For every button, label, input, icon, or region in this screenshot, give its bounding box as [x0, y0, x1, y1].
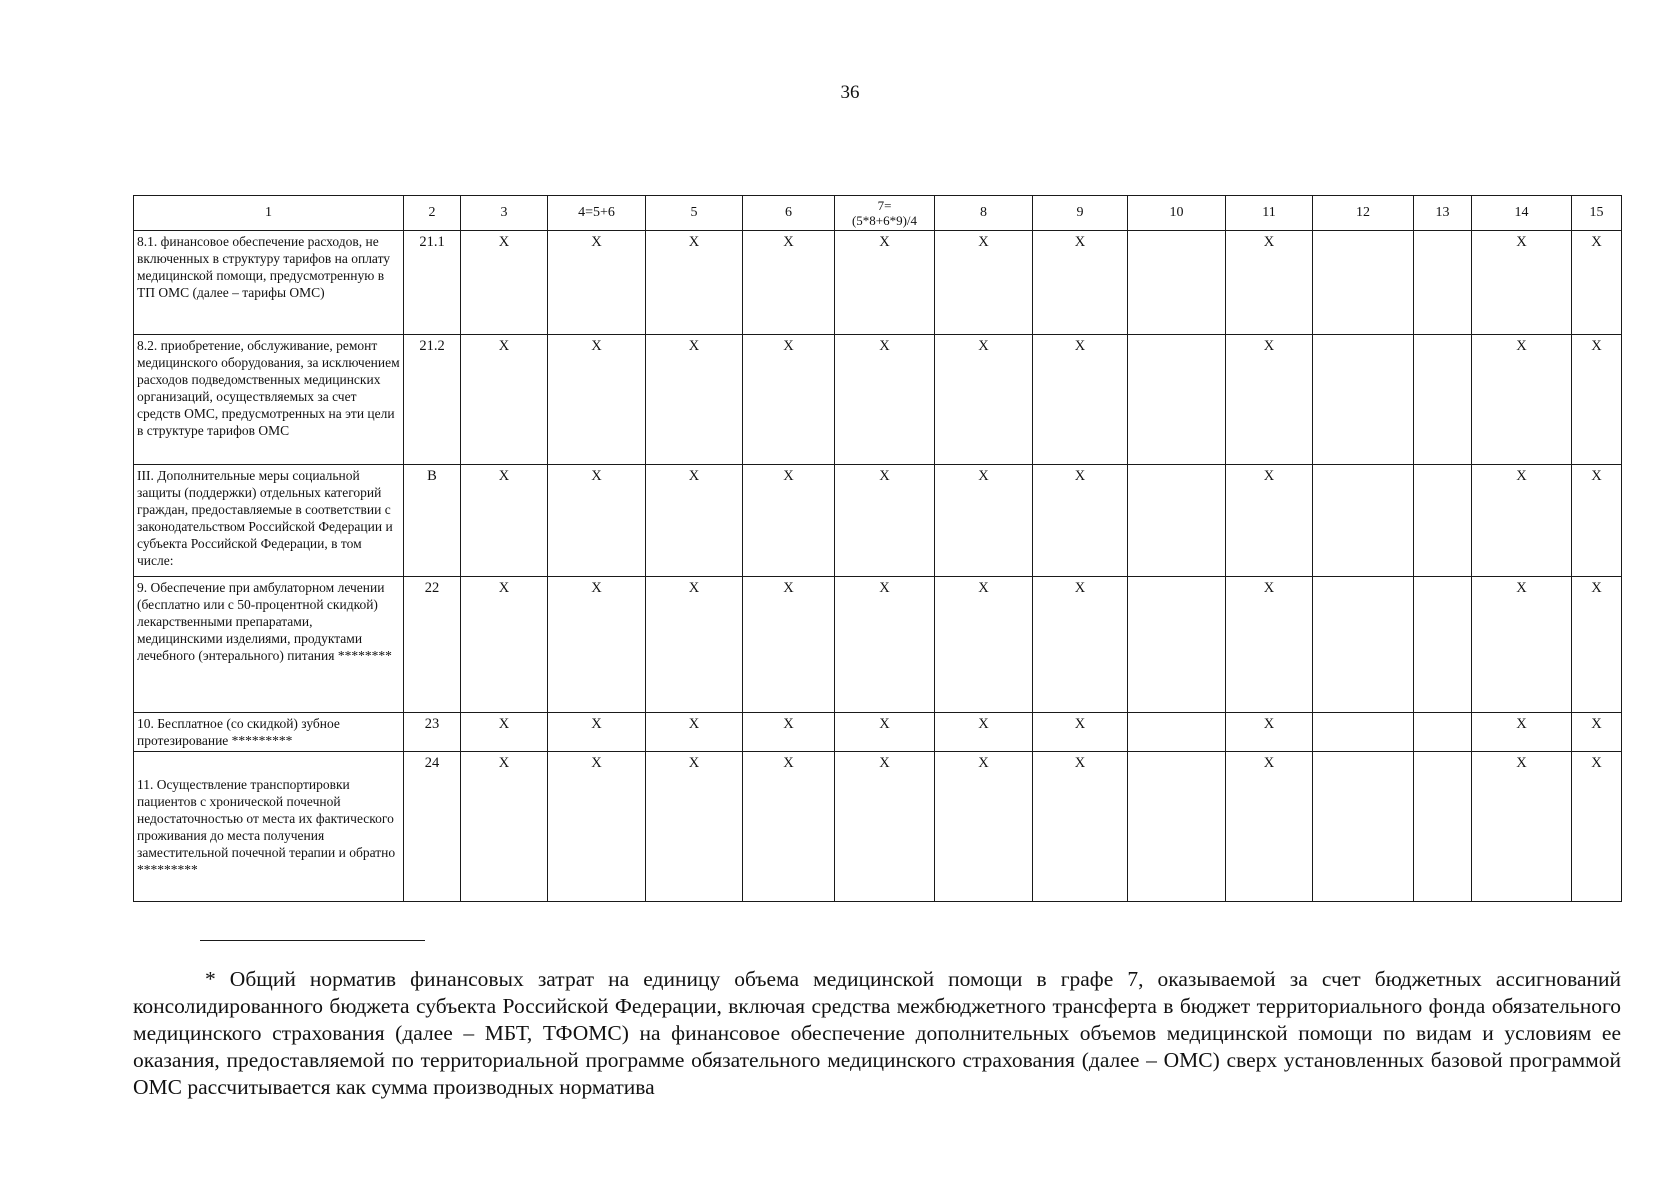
table-cell: X — [1472, 231, 1572, 335]
table-cell: X — [835, 577, 935, 713]
table-cell: X — [1572, 713, 1622, 752]
table-cell: X — [548, 465, 646, 577]
table-cell: X — [461, 752, 548, 902]
header-cell: 4=5+6 — [548, 196, 646, 231]
table-row — [134, 752, 1622, 902]
table-cell: X — [935, 335, 1033, 465]
table-cell: X — [1226, 465, 1313, 577]
table-cell: X — [1033, 752, 1128, 902]
table-cell: X — [743, 713, 835, 752]
table-cell: X — [461, 335, 548, 465]
row-label: 8.1. финансовое обеспечение расходов, не включенных в структуру тарифов на оплату медицинской помощи, предусмотренную в ТП ОМС (далее – тарифы ОМС) — [134, 231, 404, 335]
table-cell — [1414, 577, 1472, 713]
page-number: 36 — [840, 82, 860, 103]
header-cell: 14 — [1472, 196, 1572, 231]
header-cell: 13 — [1414, 196, 1472, 231]
table-cell — [1414, 713, 1472, 752]
table-cell — [1414, 752, 1472, 902]
table-cell: X — [646, 231, 743, 335]
table-cell: X — [935, 465, 1033, 577]
table-cell: X — [935, 713, 1033, 752]
table-cell: X — [935, 752, 1033, 902]
row-label: III. Дополнительные меры социальной защиты (поддержки) отдельных категорий граждан, предоставляемые в соответствии с законодательством Российской Федерации и субъекта Российской Федерации, в том числе: — [134, 465, 404, 577]
table-cell: X — [548, 752, 646, 902]
table-cell: X — [1472, 752, 1572, 902]
table-cell: X — [1033, 231, 1128, 335]
table-row — [134, 713, 1622, 752]
header-cell: 12 — [1313, 196, 1414, 231]
table-cell — [1128, 577, 1226, 713]
table-cell — [1313, 713, 1414, 752]
header-cell: 9 — [1033, 196, 1128, 231]
table-cell — [1414, 335, 1472, 465]
table-cell — [1414, 231, 1472, 335]
table-cell: X — [1033, 713, 1128, 752]
row-label: 8.2. приобретение, обслуживание, ремонт медицинского оборудования, за исключением расходов подведомственных медицинских организаций, осуществляемых за счет средств ОМС, предусмотренных на эти цели в структуре тарифов ОМС — [134, 335, 404, 465]
table-cell: X — [646, 577, 743, 713]
table-cell — [1313, 335, 1414, 465]
header-cell: 1 — [134, 196, 404, 231]
table-cell: X — [743, 465, 835, 577]
table-cell: X — [1572, 231, 1622, 335]
table-cell — [1313, 465, 1414, 577]
table-cell: 21.1 — [404, 231, 461, 335]
table-cell: X — [548, 577, 646, 713]
row-label: 10. Бесплатное (со скидкой) зубное протезирование ********* — [134, 713, 404, 752]
header-cell: 15 — [1572, 196, 1622, 231]
row-label: 9. Обеспечение при амбулаторном лечении (бесплатно или с 50-процентной скидкой) лекарственными препаратами, медицинскими изделиями, продуктами лечебного (энтерального) питания ******** — [134, 577, 404, 713]
header-cell: 11 — [1226, 196, 1313, 231]
table-cell: X — [743, 231, 835, 335]
table-cell: 22 — [404, 577, 461, 713]
table-cell: X — [1572, 577, 1622, 713]
table-cell: X — [646, 335, 743, 465]
table-cell: X — [1472, 465, 1572, 577]
table-cell: X — [1472, 335, 1572, 465]
table-cell — [1128, 465, 1226, 577]
table-cell: X — [461, 231, 548, 335]
table-cell: X — [646, 465, 743, 577]
table-cell: X — [1472, 713, 1572, 752]
header-cell: 3 — [461, 196, 548, 231]
table-row — [134, 577, 1622, 713]
data-table — [133, 195, 1622, 902]
header-cell: 8 — [935, 196, 1033, 231]
table-cell: X — [461, 713, 548, 752]
table-cell: В — [404, 465, 461, 577]
table-cell: 24 — [404, 752, 461, 902]
footnote-text: * Общий норматив финансовых затрат на единицу объема медицинской помощи в графе 7, оказываемой за счет бюджетных ассигнований консолидированного бюджета субъекта Российской Федерации, включая средства межбюджетного трансферта в бюджет территориального фонда обязательного медицинского страхования (далее – МБТ, ТФОМС) на финансовое обеспечение дополнительных объемов медицинской помощи по видам и условиям ее оказания, предоставляемой по территориальной программе обязательного медицинского страхования (далее – ОМС) сверх установленных базовой программой ОМС рассчитывается как сумма производных норматива — [133, 967, 1621, 1099]
table-cell: X — [1572, 465, 1622, 577]
table-cell: X — [743, 335, 835, 465]
table-row — [134, 465, 1622, 577]
header-cell: 5 — [646, 196, 743, 231]
header-cell: 2 — [404, 196, 461, 231]
table-cell: X — [1226, 752, 1313, 902]
table-cell — [1128, 713, 1226, 752]
table-row — [134, 231, 1622, 335]
table-cell: X — [743, 577, 835, 713]
table-cell: X — [461, 465, 548, 577]
table-cell: X — [1033, 577, 1128, 713]
table-cell — [1128, 752, 1226, 902]
table-cell: X — [743, 752, 835, 902]
table-cell: X — [1572, 752, 1622, 902]
table-cell: X — [1226, 713, 1313, 752]
table-cell: X — [1226, 577, 1313, 713]
header-cell: 6 — [743, 196, 835, 231]
table-cell: X — [548, 335, 646, 465]
table-cell — [1313, 752, 1414, 902]
table-cell: X — [835, 231, 935, 335]
table-cell — [1313, 231, 1414, 335]
table-cell — [1128, 231, 1226, 335]
table-cell: X — [461, 577, 548, 713]
table-cell: X — [1472, 577, 1572, 713]
header-cell: 10 — [1128, 196, 1226, 231]
table-cell: X — [835, 335, 935, 465]
table-cell: X — [548, 713, 646, 752]
table-cell: X — [935, 231, 1033, 335]
table-cell: 23 — [404, 713, 461, 752]
table-cell — [1313, 577, 1414, 713]
row-label: 11. Осуществление транспортировки пациентов с хронической почечной недостаточностью от места их фактического проживания до места получения заместительной почечной терапии и обратно ********* — [134, 752, 404, 902]
header-cell: 7= (5*8+6*9)/4 — [835, 196, 935, 231]
table-cell: X — [646, 752, 743, 902]
table-cell: X — [1226, 335, 1313, 465]
table-cell: X — [646, 713, 743, 752]
table-cell: X — [1033, 335, 1128, 465]
table-cell: 21.2 — [404, 335, 461, 465]
table-cell — [1414, 465, 1472, 577]
footnote-divider — [200, 940, 425, 941]
table-cell: X — [835, 752, 935, 902]
table-cell: X — [835, 713, 935, 752]
table-cell: X — [1033, 465, 1128, 577]
table-row — [134, 335, 1622, 465]
header-row — [134, 196, 1622, 231]
table-cell — [1128, 335, 1226, 465]
table-cell: X — [1572, 335, 1622, 465]
table-cell: X — [1226, 231, 1313, 335]
table-cell: X — [935, 577, 1033, 713]
table-cell: X — [548, 231, 646, 335]
table-cell: X — [835, 465, 935, 577]
